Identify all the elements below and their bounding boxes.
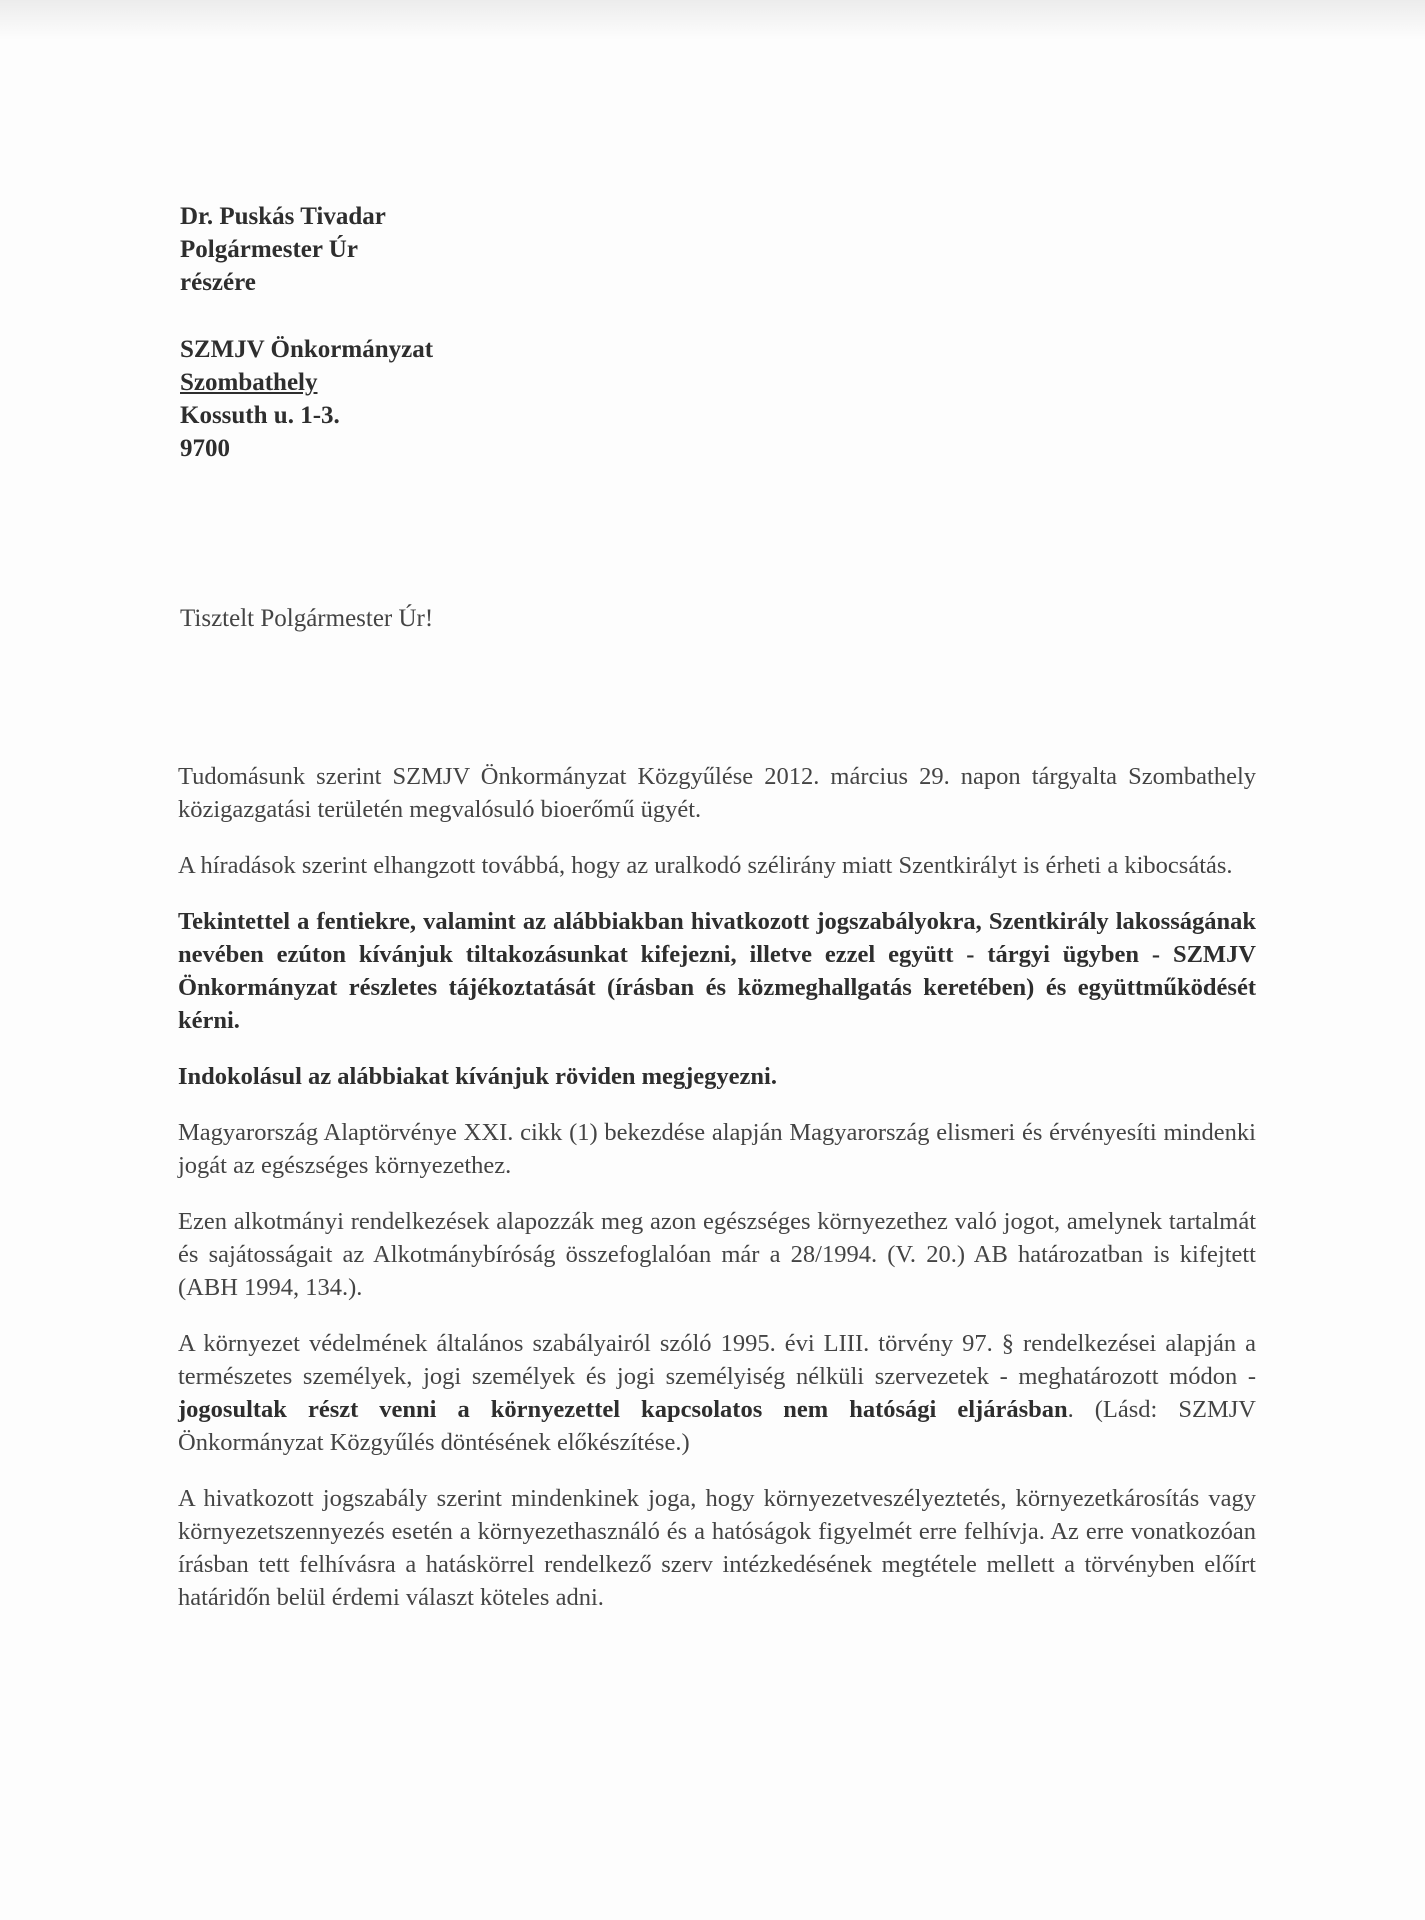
letter-body [178,760,1256,1637]
recipient-name: Dr. Puskás Tivadar [180,203,386,230]
paragraph-1: Tudomásunk szerint SZMJV Önkormányzat Közgyűlése 2012. március 29. napon tárgyalta Szombathely közigazgatási területén megvalósuló bioerőmű ügyét. [178,763,1256,823]
recipient-postcode: 9700 [180,435,230,462]
address-gap [180,299,433,333]
recipient-for: részére [180,269,256,296]
paragraph-2: A híradások szerint elhangzott továbbá, hogy az uralkodó szélirány miatt Szentkirályt is érheti a kibocsátás. [178,852,1233,879]
paragraph-4: Indokolásul az alábbiakat kívánjuk röviden megjegyezni. [178,1063,777,1090]
recipient-title: Polgármester Úr [180,236,358,263]
paragraph-3: Tekintettel a fentiekre, valamint az alábbiakban hivatkozott jogszabályokra, Szentkirály lakosságának nevében ezúton kívánjuk tiltakozásunkat kifejezni, illetve ezzel együtt - tárgyi ügyben - SZMJV Önkormányzat részletes tájékoztatását (írásban és közmeghallgatás keretében) és együttműködését kérni. [178,908,1256,1034]
recipient-city: Szombathely [180,369,318,396]
paragraph-7 [178,1327,1256,1459]
paragraph-7-part-b: . (Lásd: SZMJV Önkormányzat Közgyűlés döntésének előkészítése.) [178,1396,1256,1456]
paragraph-8: A hivatkozott jogszabály szerint mindenkinek joga, hogy környezetveszélyeztetés, környezetkárosítás vagy környezetszennyezés esetén a környezethasználó és a hatóságok figyelmét erre felhívja. Az erre vonatkozóan írásban tett felhívásra a hatáskörrel rendelkező szerv intézkedésének megtétele mellett a törvényben előírt határidőn belül érdemi választ köteles adni. [178,1485,1256,1611]
recipient-organization: SZMJV Önkormányzat [180,336,434,363]
recipient-street: Kossuth u. 1-3. [180,402,340,429]
paragraph-5: Magyarország Alaptörvénye XXI. cikk (1) bekezdése alapján Magyarország elismeri és érvényesíti mindenki jogát az egészséges környezethez. [178,1119,1256,1179]
recipient-address-block [180,200,433,465]
paragraph-6: Ezen alkotmányi rendelkezések alapozzák meg azon egészséges környezethez való jogot, amelynek tartalmát és sajátosságait az Alkotmánybíróság összefoglalóan már a 28/1994. (V. 20.) AB határozatban is kifejtett (ABH 1994, 134.). [178,1208,1256,1301]
paragraph-7-bold: jogosultak részt venni a környezettel kapcsolatos nem hatósági eljárásban [178,1396,1068,1423]
paragraph-7-part-a: A környezet védelmének általános szabályairól szóló 1995. évi LIII. törvény 97. § rendelkezései alapján a természetes személyek, jogi személyek és jogi személyiség nélküli szervezetek - meghatározott módon - [178,1330,1256,1390]
scan-shadow [0,0,1425,40]
salutation: Tisztelt Polgármester Úr! [180,605,434,632]
